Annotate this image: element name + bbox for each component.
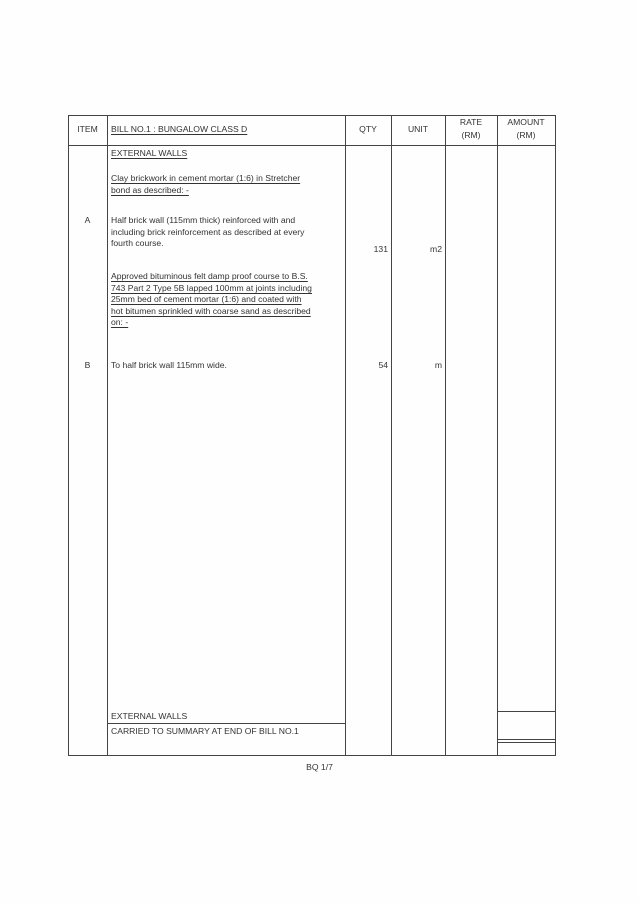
table-bottom-border [68, 755, 556, 756]
carried-row-top-line [107, 723, 345, 724]
item-b-description [111, 360, 227, 372]
dpc-line: hot bitumen sprinkled with coarse sand as described [111, 305, 311, 316]
amount-total-rule-2 [497, 742, 555, 743]
item-b-label: B [84, 360, 91, 370]
total-label: EXTERNAL WALLS [111, 711, 188, 721]
header-qty: QTY [359, 124, 377, 134]
table-top-border [68, 115, 556, 116]
dpc-line: 743 Part 2 Type 5B lapped 100mm at joints including [111, 282, 312, 293]
amount-total-box-top [497, 711, 555, 712]
item-column-divider [107, 115, 108, 756]
description-column-divider [345, 115, 346, 756]
header-rate-unit: (RM) [461, 130, 481, 140]
header-rate: RATE [459, 117, 483, 127]
header-amount-unit: (RM) [516, 130, 536, 140]
item-b-line: To half brick wall 115mm wide. [111, 360, 227, 370]
item-a-unit: m2 [430, 244, 442, 254]
section-heading: EXTERNAL WALLS [111, 148, 188, 158]
item-a-qty: 131 [373, 244, 388, 254]
item-a-label: A [84, 215, 91, 225]
carried-to-summary-label: CARRIED TO SUMMARY AT END OF BILL NO.1 [111, 726, 299, 736]
qty-column-divider [391, 115, 392, 756]
unit-column-divider [445, 115, 446, 756]
header-bottom-border [68, 145, 556, 146]
dpc-line: on: - [111, 317, 129, 328]
dpc-line: 25mm bed of cement mortar (1:6) and coated with [111, 294, 302, 305]
clay-brickwork-paragraph [111, 173, 300, 196]
item-a-line: Half brick wall (115mm thick) reinforced with and [111, 215, 296, 225]
header-item: ITEM [77, 124, 98, 134]
item-a-line: including brick reinforcement as described at every [111, 226, 305, 237]
amount-total-rule-1 [497, 739, 555, 740]
header-unit: UNIT [407, 124, 429, 134]
rate-column-divider [497, 115, 498, 756]
item-b-unit: m [434, 360, 442, 370]
clay-line: bond as described: - [111, 184, 189, 195]
dpc-line: Approved bituminous felt damp proof course to B.S. [111, 271, 308, 281]
table-left-border [68, 115, 69, 756]
item-b-qty: 54 [378, 360, 388, 370]
header-amount: AMOUNT [507, 117, 545, 127]
page-reference: BQ 1/7 [306, 762, 333, 772]
item-a-line: fourth course. [111, 238, 164, 249]
header-bill-title: BILL NO.1 : BUNGALOW CLASS D [111, 124, 248, 134]
clay-line: Clay brickwork in cement mortar (1:6) in Stretcher [111, 173, 301, 183]
item-a-description [111, 215, 304, 250]
dpc-paragraph [111, 271, 312, 329]
table-right-border [555, 115, 556, 756]
